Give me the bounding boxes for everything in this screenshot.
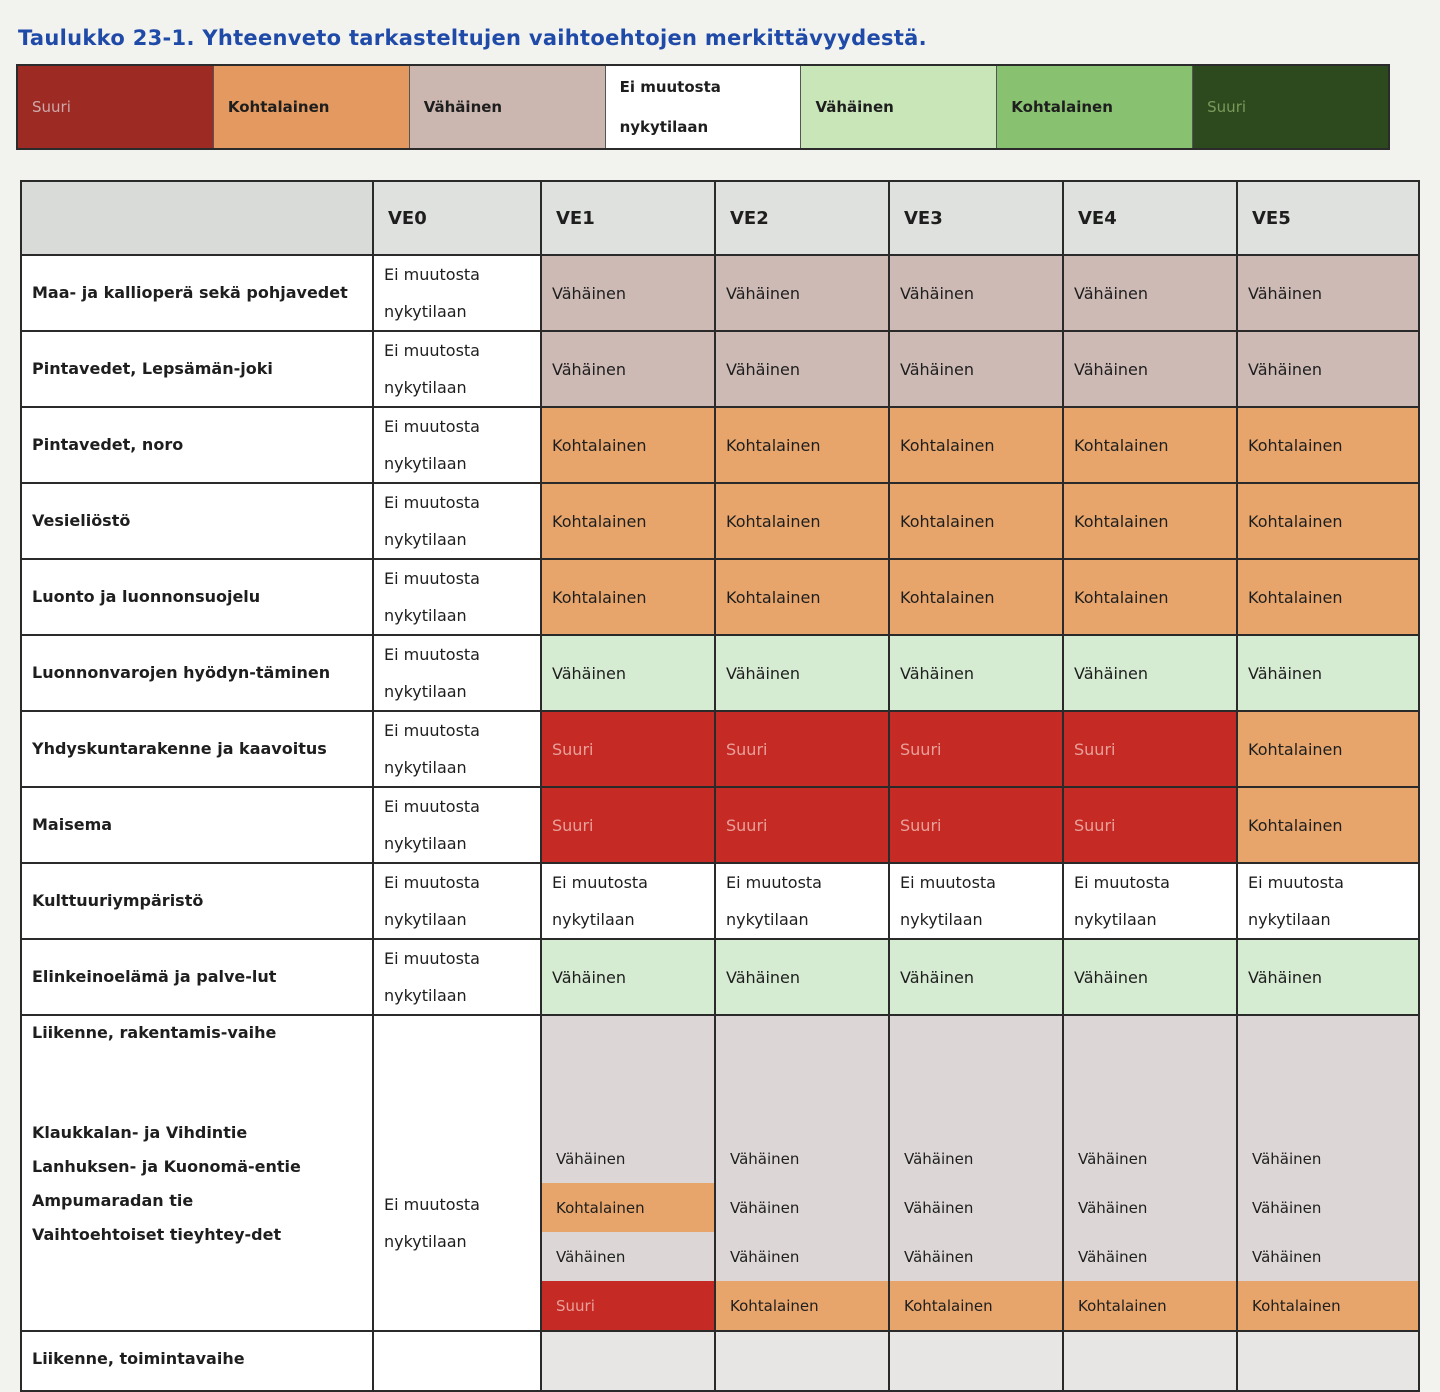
impact-subcell: Kohtalainen: [1064, 1281, 1236, 1330]
traffic-sublabel: Klaukkalan- ja Vihdintie: [32, 1123, 248, 1142]
impact-cell: Kohtalainen: [1237, 407, 1419, 483]
impact-subcell: Vähäinen: [716, 1134, 888, 1183]
impact-cell: Suuri: [889, 711, 1063, 787]
impact-cell: Vähäinen: [1237, 635, 1419, 711]
impact-cell: [1237, 1015, 1419, 1331]
legend-item: Suuri: [1193, 66, 1388, 148]
table-row: [21, 1331, 1419, 1391]
row-label: [21, 1015, 373, 1331]
impact-cell: Kohtalainen: [889, 407, 1063, 483]
row-label: Elinkeinoelämä ja palve-lut: [21, 939, 373, 1015]
row-label: Vesieliöstö: [21, 483, 373, 559]
impact-cell: Ei muutosta nykytilaan: [541, 863, 715, 939]
table-caption: Taulukko 23-1. Yhteenveto tarkasteltujen vaihtoehtojen merkittävyydestä.: [18, 26, 927, 50]
impact-subcell: Vähäinen: [890, 1232, 1062, 1281]
impact-cell: Kohtalainen: [1063, 407, 1237, 483]
traffic-sublabel: Vaihtoehtoiset tieyhtey-det: [32, 1225, 282, 1244]
impact-subcell: Kohtalainen: [890, 1281, 1062, 1330]
impact-cell: Vähäinen: [1063, 939, 1237, 1015]
ve0-cell: Ei muutosta nykytilaan: [373, 711, 541, 787]
blank-subcell: [890, 1016, 1062, 1134]
table-row: [21, 1015, 1419, 1331]
impact-cell: Vähäinen: [1237, 331, 1419, 407]
impact-subcell: Vähäinen: [1238, 1134, 1418, 1183]
impact-cell: [1063, 1015, 1237, 1331]
impact-cell: Vähäinen: [715, 635, 889, 711]
row-label: Kulttuuriympäristö: [21, 863, 373, 939]
row-label: Pintavedet, Lepsämän-joki: [21, 331, 373, 407]
ve0-cell: Ei muutosta nykytilaan: [373, 331, 541, 407]
impact-cell: Vähäinen: [541, 939, 715, 1015]
impact-cell: Suuri: [541, 787, 715, 863]
impact-cell: [715, 1015, 889, 1331]
blank-subcell: [716, 1016, 888, 1134]
legend-item: Kohtalainen: [997, 66, 1193, 148]
table-row: [21, 711, 1419, 787]
impact-cell: Vähäinen: [1063, 255, 1237, 331]
row-label: Pintavedet, noro: [21, 407, 373, 483]
impact-subcell: Vähäinen: [542, 1232, 714, 1281]
impact-cell: Vähäinen: [715, 939, 889, 1015]
impact-cell: Suuri: [889, 787, 1063, 863]
table-row: [21, 331, 1419, 407]
ve0-cell: Ei muutosta nykytilaan: [373, 939, 541, 1015]
row-label: Luonto ja luonnonsuojelu: [21, 559, 373, 635]
header-cell: VE0: [373, 181, 541, 255]
ve0-cell: Ei muutosta nykytilaan: [373, 635, 541, 711]
header-cell: [21, 181, 373, 255]
impact-cell: Kohtalainen: [1063, 559, 1237, 635]
header-cell: VE5: [1237, 181, 1419, 255]
legend-item: Suuri: [18, 66, 214, 148]
table-row: [21, 787, 1419, 863]
impact-cell: Kohtalainen: [715, 483, 889, 559]
impact-cell: Vähäinen: [1063, 635, 1237, 711]
empty-cell: [715, 1331, 889, 1391]
row-label: Maa- ja kallioperä sekä pohjavedet: [21, 255, 373, 331]
row-label: Yhdyskuntarakenne ja kaavoitus: [21, 711, 373, 787]
traffic-sublabel: Lanhuksen- ja Kuonomä-entie: [32, 1157, 301, 1176]
legend-item: Ei muutosta nykytilaan: [606, 66, 802, 148]
impact-subcell: Vähäinen: [1064, 1232, 1236, 1281]
impact-cell: Kohtalainen: [541, 483, 715, 559]
impact-cell: Suuri: [541, 711, 715, 787]
impact-cell: Kohtalainen: [1237, 787, 1419, 863]
ve0-cell: Ei muutosta nykytilaan: [373, 863, 541, 939]
impact-cell: Kohtalainen: [541, 407, 715, 483]
table-row: [21, 863, 1419, 939]
header-cell: VE1: [541, 181, 715, 255]
row-label: Liikenne, toimintavaihe: [21, 1331, 373, 1391]
table-row: [21, 255, 1419, 331]
impact-cell: Vähäinen: [541, 635, 715, 711]
ve0-cell: Ei muutosta nykytilaan: [373, 1015, 541, 1331]
impact-cell: Ei muutosta nykytilaan: [715, 863, 889, 939]
ve0-cell: Ei muutosta nykytilaan: [373, 407, 541, 483]
empty-cell: [1237, 1331, 1419, 1391]
impact-cell: Vähäinen: [541, 255, 715, 331]
impact-cell: Suuri: [715, 787, 889, 863]
legend-item: Vähäinen: [410, 66, 606, 148]
impact-cell: Kohtalainen: [889, 483, 1063, 559]
impact-cell: Ei muutosta nykytilaan: [1063, 863, 1237, 939]
table-row: [21, 939, 1419, 1015]
impact-cell: Vähäinen: [715, 255, 889, 331]
blank-subcell: [542, 1016, 714, 1134]
impact-cell: Suuri: [1063, 711, 1237, 787]
impact-cell: Vähäinen: [1237, 255, 1419, 331]
impact-cell: Vähäinen: [889, 939, 1063, 1015]
legend-bar: [16, 64, 1390, 150]
impact-subcell: Kohtalainen: [1238, 1281, 1418, 1330]
impact-cell: Vähäinen: [1063, 331, 1237, 407]
impact-cell: Vähäinen: [715, 331, 889, 407]
legend-item: Kohtalainen: [214, 66, 410, 148]
impact-cell: Suuri: [715, 711, 889, 787]
row-label: Luonnonvarojen hyödyn-täminen: [21, 635, 373, 711]
table-row: [21, 635, 1419, 711]
impact-cell: Kohtalainen: [1237, 559, 1419, 635]
table-row: [21, 559, 1419, 635]
impact-cell: Vähäinen: [889, 331, 1063, 407]
ve0-cell: Ei muutosta nykytilaan: [373, 787, 541, 863]
impact-cell: Kohtalainen: [889, 559, 1063, 635]
table-row: [21, 407, 1419, 483]
impact-cell: Kohtalainen: [1237, 711, 1419, 787]
ve0-cell: Ei muutosta nykytilaan: [373, 255, 541, 331]
empty-cell: [373, 1331, 541, 1391]
impact-cell: Kohtalainen: [715, 407, 889, 483]
impact-subcell: Vähäinen: [1238, 1183, 1418, 1232]
traffic-sublabel: Ampumaradan tie: [32, 1191, 194, 1210]
ve0-cell: Ei muutosta nykytilaan: [373, 483, 541, 559]
impact-subcell: Kohtalainen: [542, 1183, 714, 1232]
legend-item: Vähäinen: [801, 66, 997, 148]
impact-subcell: Vähäinen: [716, 1183, 888, 1232]
table-header-row: [21, 181, 1419, 255]
impact-subcell: Kohtalainen: [716, 1281, 888, 1330]
impact-table: [20, 180, 1420, 1392]
table-row: [21, 483, 1419, 559]
impact-cell: Vähäinen: [541, 331, 715, 407]
impact-cell: [889, 1015, 1063, 1331]
impact-cell: Vähäinen: [1237, 939, 1419, 1015]
blank-subcell: [1064, 1016, 1236, 1134]
impact-subcell: Suuri: [542, 1281, 714, 1330]
impact-subcell: Vähäinen: [542, 1134, 714, 1183]
blank-subcell: [1238, 1016, 1418, 1134]
impact-cell: Suuri: [1063, 787, 1237, 863]
empty-cell: [541, 1331, 715, 1391]
header-cell: VE4: [1063, 181, 1237, 255]
empty-cell: [889, 1331, 1063, 1391]
impact-subcell: Vähäinen: [1238, 1232, 1418, 1281]
row-label: Maisema: [21, 787, 373, 863]
impact-cell: [541, 1015, 715, 1331]
impact-subcell: Vähäinen: [716, 1232, 888, 1281]
header-cell: VE2: [715, 181, 889, 255]
impact-cell: Kohtalainen: [1063, 483, 1237, 559]
impact-cell: Vähäinen: [889, 635, 1063, 711]
impact-cell: Kohtalainen: [715, 559, 889, 635]
impact-cell: Kohtalainen: [1237, 483, 1419, 559]
impact-cell: Ei muutosta nykytilaan: [1237, 863, 1419, 939]
impact-subcell: Vähäinen: [1064, 1183, 1236, 1232]
impact-cell: Kohtalainen: [541, 559, 715, 635]
ve0-cell: Ei muutosta nykytilaan: [373, 559, 541, 635]
impact-subcell: Vähäinen: [1064, 1134, 1236, 1183]
empty-cell: [1063, 1331, 1237, 1391]
traffic-heading: Liikenne, rakentamis-vaihe: [32, 1023, 277, 1042]
impact-cell: Vähäinen: [889, 255, 1063, 331]
impact-subcell: Vähäinen: [890, 1183, 1062, 1232]
impact-cell: Ei muutosta nykytilaan: [889, 863, 1063, 939]
header-cell: VE3: [889, 181, 1063, 255]
impact-subcell: Vähäinen: [890, 1134, 1062, 1183]
